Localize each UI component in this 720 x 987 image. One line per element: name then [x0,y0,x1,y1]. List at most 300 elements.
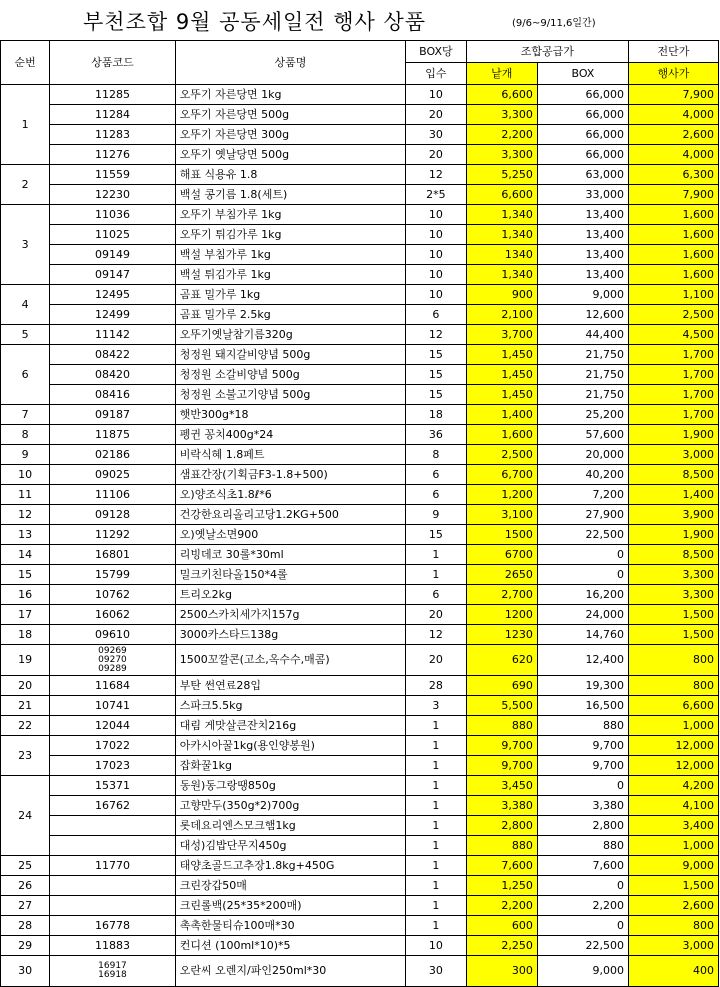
cell-unit-price: 2,700 [466,585,537,605]
cell-qty: 1 [406,545,467,565]
cell-name: 부탄 썬연료28입 [175,676,405,696]
cell-qty: 6 [406,485,467,505]
table-row [1,525,719,545]
cell-seq: 1 [1,85,50,165]
cell-qty: 1 [406,756,467,776]
cell-name: 오뚜기 튀김가루 1kg [175,225,405,245]
cell-seq: 20 [1,676,50,696]
cell-box-price: 57,600 [537,425,628,445]
table-row [1,645,719,676]
cell-name: 스파크5.5kg [175,696,405,716]
cell-event-price: 800 [628,676,718,696]
cell-name: 청정원 돼지갈비양념 500g [175,345,405,365]
cell-box-price: 21,750 [537,385,628,405]
cell-event-price: 1,500 [628,605,718,625]
table-row [1,836,719,856]
cell-seq: 8 [1,425,50,445]
cell-name: 백설 콩기름 1.8(세트) [175,185,405,205]
cell-unit-price: 2,500 [466,445,537,465]
cell-code: 11292 [50,525,176,545]
cell-code: 12495 [50,285,176,305]
table-row [1,716,719,736]
cell-qty: 10 [406,205,467,225]
cell-code: 11142 [50,325,176,345]
cell-event-price: 8,500 [628,545,718,565]
cell-code [50,896,176,916]
cell-qty: 1 [406,776,467,796]
cell-seq: 14 [1,545,50,565]
cell-code: 11875 [50,425,176,445]
cell-code: 11276 [50,145,176,165]
table-row [1,916,719,936]
cell-code: 08422 [50,345,176,365]
table-body [1,85,719,987]
cell-event-price: 7,900 [628,85,718,105]
cell-unit-price: 1230 [466,625,537,645]
cell-event-price: 3,900 [628,505,718,525]
cell-code: 17023 [50,756,176,776]
cell-code: 16801 [50,545,176,565]
cell-unit-price: 690 [466,676,537,696]
cell-qty: 1 [406,876,467,896]
cell-event-price: 400 [628,956,718,987]
cell-name: 비락식혜 1.8페트 [175,445,405,465]
cell-event-price: 3,000 [628,936,718,956]
table-row [1,425,719,445]
cell-name: 아카시아꿀1kg(용인양봉원) [175,736,405,756]
table-row [1,145,719,165]
cell-code: 08416 [50,385,176,405]
cell-seq: 2 [1,165,50,205]
table-row [1,85,719,105]
cell-box-price: 20,000 [537,445,628,465]
cell-name: 3000카스타드138g [175,625,405,645]
cell-seq: 6 [1,345,50,405]
cell-code: 11036 [50,205,176,225]
table-row [1,796,719,816]
cell-event-price: 6,300 [628,165,718,185]
cell-name: 백설 부침가루 1kg [175,245,405,265]
cell-event-price: 1,000 [628,716,718,736]
cell-seq: 12 [1,505,50,525]
cell-unit-price: 600 [466,916,537,936]
table-row [1,776,719,796]
cell-qty: 20 [406,605,467,625]
cell-box-price: 0 [537,776,628,796]
cell-event-price: 8,500 [628,465,718,485]
cell-event-price: 12,000 [628,736,718,756]
cell-box-price: 22,500 [537,525,628,545]
cell-seq: 16 [1,585,50,605]
cell-name: 고향만두(350g*2)700g [175,796,405,816]
cell-qty: 15 [406,525,467,545]
cell-name: 오뚜기 자른당면 300g [175,125,405,145]
table-row [1,165,719,185]
cell-unit-price: 620 [466,645,537,676]
cell-event-price: 3,000 [628,445,718,465]
cell-unit-price: 1,400 [466,405,537,425]
cell-code [50,876,176,896]
cell-code [50,836,176,856]
cell-name: 곰표 밀가루 2.5kg [175,305,405,325]
cell-code: 11770 [50,856,176,876]
cell-name: 트리오2kg [175,585,405,605]
cell-box-price: 66,000 [537,85,628,105]
cell-name: 샘표간장(기획금F3-1.8+500) [175,465,405,485]
cell-event-price: 1,000 [628,836,718,856]
cell-name: 오)양조식초1.8ℓ*6 [175,485,405,505]
table-row [1,205,719,225]
cell-qty: 6 [406,585,467,605]
cell-qty: 20 [406,645,467,676]
table-row [1,345,719,365]
cell-code: 09269 09270 09289 [50,645,176,676]
cell-unit-price: 6,600 [466,185,537,205]
cell-name: 리빙데코 30롤*30ml [175,545,405,565]
cell-unit-price: 1,200 [466,485,537,505]
cell-event-price: 1,700 [628,345,718,365]
cell-qty: 1 [406,816,467,836]
cell-name: 오뚜기 옛날당면 500g [175,145,405,165]
table-header [1,41,719,85]
cell-unit-price: 3,380 [466,796,537,816]
cell-box-price: 63,000 [537,165,628,185]
cell-event-price: 1,900 [628,525,718,545]
cell-event-price: 1,600 [628,225,718,245]
cell-code: 10741 [50,696,176,716]
header-sale: 전단가 [628,41,718,63]
cell-qty: 15 [406,365,467,385]
cell-code: 12044 [50,716,176,736]
cell-box-price: 16,500 [537,696,628,716]
cell-unit-price: 3,300 [466,145,537,165]
cell-box-price: 33,000 [537,185,628,205]
cell-qty: 20 [406,145,467,165]
cell-box-price: 0 [537,565,628,585]
cell-unit-price: 9,700 [466,756,537,776]
cell-name: 오란씨 오렌지/파인250ml*30 [175,956,405,987]
cell-unit-price: 880 [466,836,537,856]
cell-seq: 3 [1,205,50,285]
cell-unit-price: 1,340 [466,225,537,245]
cell-qty: 2*5 [406,185,467,205]
cell-event-price: 1,600 [628,265,718,285]
cell-box-price: 13,400 [537,205,628,225]
cell-name: 크린롤백(25*35*200매) [175,896,405,916]
cell-qty: 12 [406,625,467,645]
cell-code: 09128 [50,505,176,525]
cell-name: 촉촉한물티슈100매*30 [175,916,405,936]
cell-code: 11284 [50,105,176,125]
cell-code: 09025 [50,465,176,485]
cell-box-price: 66,000 [537,145,628,165]
cell-box-price: 0 [537,876,628,896]
cell-unit-price: 2,200 [466,125,537,145]
table-row [1,585,719,605]
cell-code: 08420 [50,365,176,385]
cell-event-price: 800 [628,645,718,676]
cell-qty: 10 [406,936,467,956]
cell-unit-price: 5,500 [466,696,537,716]
cell-qty: 12 [406,165,467,185]
cell-name: 백설 튀김가루 1kg [175,265,405,285]
cell-code: 09149 [50,245,176,265]
cell-box-price: 16,200 [537,585,628,605]
cell-event-price: 1,100 [628,285,718,305]
cell-event-price: 4,200 [628,776,718,796]
cell-unit-price: 1,450 [466,365,537,385]
cell-qty: 10 [406,225,467,245]
cell-code: 11285 [50,85,176,105]
table-row [1,736,719,756]
cell-event-price: 800 [628,916,718,936]
cell-event-price: 1,600 [628,245,718,265]
cell-unit-price: 1200 [466,605,537,625]
cell-box-price: 21,750 [537,365,628,385]
cell-box-price: 3,380 [537,796,628,816]
cell-qty: 3 [406,696,467,716]
table-row [1,565,719,585]
table-row [1,285,719,305]
table-row [1,125,719,145]
cell-seq: 19 [1,645,50,676]
cell-unit-price: 3,700 [466,325,537,345]
table-row [1,816,719,836]
table-row [1,225,719,245]
cell-qty: 30 [406,956,467,987]
cell-qty: 15 [406,385,467,405]
cell-box-price: 27,900 [537,505,628,525]
cell-box-price: 9,700 [537,756,628,776]
header-box-per: BOX당 [406,41,467,63]
cell-box-price: 66,000 [537,105,628,125]
cell-code: 09147 [50,265,176,285]
cell-name: 곰표 밀가루 1kg [175,285,405,305]
cell-unit-price: 2,200 [466,896,537,916]
cell-event-price: 6,600 [628,696,718,716]
cell-qty: 36 [406,425,467,445]
cell-code: 11283 [50,125,176,145]
cell-unit-price: 7,600 [466,856,537,876]
header-event-price: 행사가 [628,63,718,85]
cell-event-price: 4,000 [628,145,718,165]
table-row [1,365,719,385]
cell-box-price: 9,000 [537,956,628,987]
cell-qty: 1 [406,856,467,876]
table-row [1,676,719,696]
cell-unit-price: 880 [466,716,537,736]
table-row [1,305,719,325]
cell-code [50,816,176,836]
cell-code: 11106 [50,485,176,505]
cell-code: 10762 [50,585,176,605]
cell-code: 16762 [50,796,176,816]
cell-unit-price: 2650 [466,565,537,585]
cell-qty: 1 [406,565,467,585]
cell-code: 16062 [50,605,176,625]
cell-qty: 6 [406,465,467,485]
table-row [1,545,719,565]
cell-box-price: 24,000 [537,605,628,625]
cell-name: 오뚜기 자른당면 500g [175,105,405,125]
cell-unit-price: 6700 [466,545,537,565]
cell-qty: 1 [406,896,467,916]
cell-seq: 21 [1,696,50,716]
cell-name: 건강한요리올리고당1.2KG+500 [175,505,405,525]
cell-box-price: 19,300 [537,676,628,696]
cell-code: 11883 [50,936,176,956]
cell-unit-price: 1,340 [466,265,537,285]
cell-name: 동원)동그랑땡850g [175,776,405,796]
table-row [1,265,719,285]
cell-seq: 24 [1,776,50,856]
cell-unit-price: 1,450 [466,385,537,405]
cell-seq: 26 [1,876,50,896]
cell-box-price: 9,700 [537,736,628,756]
cell-seq: 18 [1,625,50,645]
cell-name: 1500꼬깔콘(고소,옥수수,매콤) [175,645,405,676]
cell-qty: 28 [406,676,467,696]
cell-event-price: 3,300 [628,565,718,585]
cell-seq: 5 [1,325,50,345]
cell-unit-price: 6,700 [466,465,537,485]
cell-seq: 22 [1,716,50,736]
cell-unit-price: 5,250 [466,165,537,185]
table-row [1,405,719,425]
cell-event-price: 1,900 [628,425,718,445]
cell-seq: 25 [1,856,50,876]
cell-qty: 6 [406,305,467,325]
header-name: 상품명 [175,41,405,85]
cell-name: 컨디션 (100ml*10)*5 [175,936,405,956]
cell-code: 02186 [50,445,176,465]
cell-box-price: 9,000 [537,285,628,305]
cell-event-price: 1,600 [628,205,718,225]
cell-box-price: 13,400 [537,225,628,245]
cell-event-price: 4,500 [628,325,718,345]
cell-name: 롯데요리엔스모크햄1kg [175,816,405,836]
table-row [1,485,719,505]
title-period: (9/6~9/11,6일간) [512,18,596,29]
cell-name: 대성)김밥단무지450g [175,836,405,856]
table-row [1,956,719,987]
cell-event-price: 1,500 [628,625,718,645]
cell-unit-price: 1,600 [466,425,537,445]
cell-qty: 1 [406,836,467,856]
cell-event-price: 1,700 [628,405,718,425]
cell-seq: 30 [1,956,50,987]
cell-code: 16778 [50,916,176,936]
cell-qty: 1 [406,736,467,756]
cell-qty: 1 [406,716,467,736]
cell-event-price: 2,500 [628,305,718,325]
cell-unit-price: 2,250 [466,936,537,956]
cell-event-price: 4,100 [628,796,718,816]
cell-unit-price: 1,340 [466,205,537,225]
cell-seq: 10 [1,465,50,485]
cell-box-price: 14,760 [537,625,628,645]
cell-unit-price: 2,800 [466,816,537,836]
cell-name: 펭귄 꽁치400g*24 [175,425,405,445]
table-row [1,505,719,525]
cell-box-price: 0 [537,545,628,565]
cell-event-price: 1,400 [628,485,718,505]
cell-unit-price: 1,250 [466,876,537,896]
cell-event-price: 12,000 [628,756,718,776]
cell-seq: 7 [1,405,50,425]
cell-seq: 28 [1,916,50,936]
cell-code: 12499 [50,305,176,325]
table-row [1,245,719,265]
cell-qty: 20 [406,105,467,125]
table-row [1,605,719,625]
cell-name: 대림 게맛살큰잔치216g [175,716,405,736]
cell-qty: 1 [406,796,467,816]
cell-box-price: 880 [537,716,628,736]
table-row [1,445,719,465]
cell-event-price: 2,600 [628,896,718,916]
cell-box-price: 12,600 [537,305,628,325]
cell-box-price: 40,200 [537,465,628,485]
cell-event-price: 3,300 [628,585,718,605]
cell-box-price: 12,400 [537,645,628,676]
cell-name: 잡화꿀1kg [175,756,405,776]
cell-unit-price: 3,100 [466,505,537,525]
cell-box-price: 13,400 [537,245,628,265]
table-row [1,625,719,645]
cell-name: 2500스카치세가지157g [175,605,405,625]
cell-seq: 4 [1,285,50,325]
cell-box-price: 7,600 [537,856,628,876]
cell-event-price: 7,900 [628,185,718,205]
cell-seq: 17 [1,605,50,625]
cell-code: 15799 [50,565,176,585]
cell-event-price: 3,400 [628,816,718,836]
table-row [1,696,719,716]
cell-code: 09187 [50,405,176,425]
table-row [1,856,719,876]
cell-box-price: 2,200 [537,896,628,916]
cell-box-price: 22,500 [537,936,628,956]
cell-qty: 10 [406,85,467,105]
cell-code: 11025 [50,225,176,245]
cell-seq: 9 [1,445,50,465]
cell-box-price: 25,200 [537,405,628,425]
header-code: 상품코드 [50,41,176,85]
cell-box-price: 13,400 [537,265,628,285]
cell-event-price: 1,700 [628,385,718,405]
cell-box-price: 880 [537,836,628,856]
cell-box-price: 66,000 [537,125,628,145]
cell-code: 16917 16918 [50,956,176,987]
cell-unit-price: 1340 [466,245,537,265]
cell-seq: 29 [1,936,50,956]
cell-box-price: 2,800 [537,816,628,836]
cell-code: 11684 [50,676,176,696]
cell-name: 오뚜기옛날참기름320g [175,325,405,345]
cell-code: 11559 [50,165,176,185]
cell-name: 햇반300g*18 [175,405,405,425]
cell-seq: 13 [1,525,50,545]
cell-box-price: 0 [537,916,628,936]
cell-event-price: 1,500 [628,876,718,896]
table-row [1,756,719,776]
cell-name: 크린장갑50매 [175,876,405,896]
header-supply: 조합공급가 [466,41,628,63]
cell-name: 오뚜기 부침가루 1kg [175,205,405,225]
cell-qty: 30 [406,125,467,145]
cell-event-price: 9,000 [628,856,718,876]
